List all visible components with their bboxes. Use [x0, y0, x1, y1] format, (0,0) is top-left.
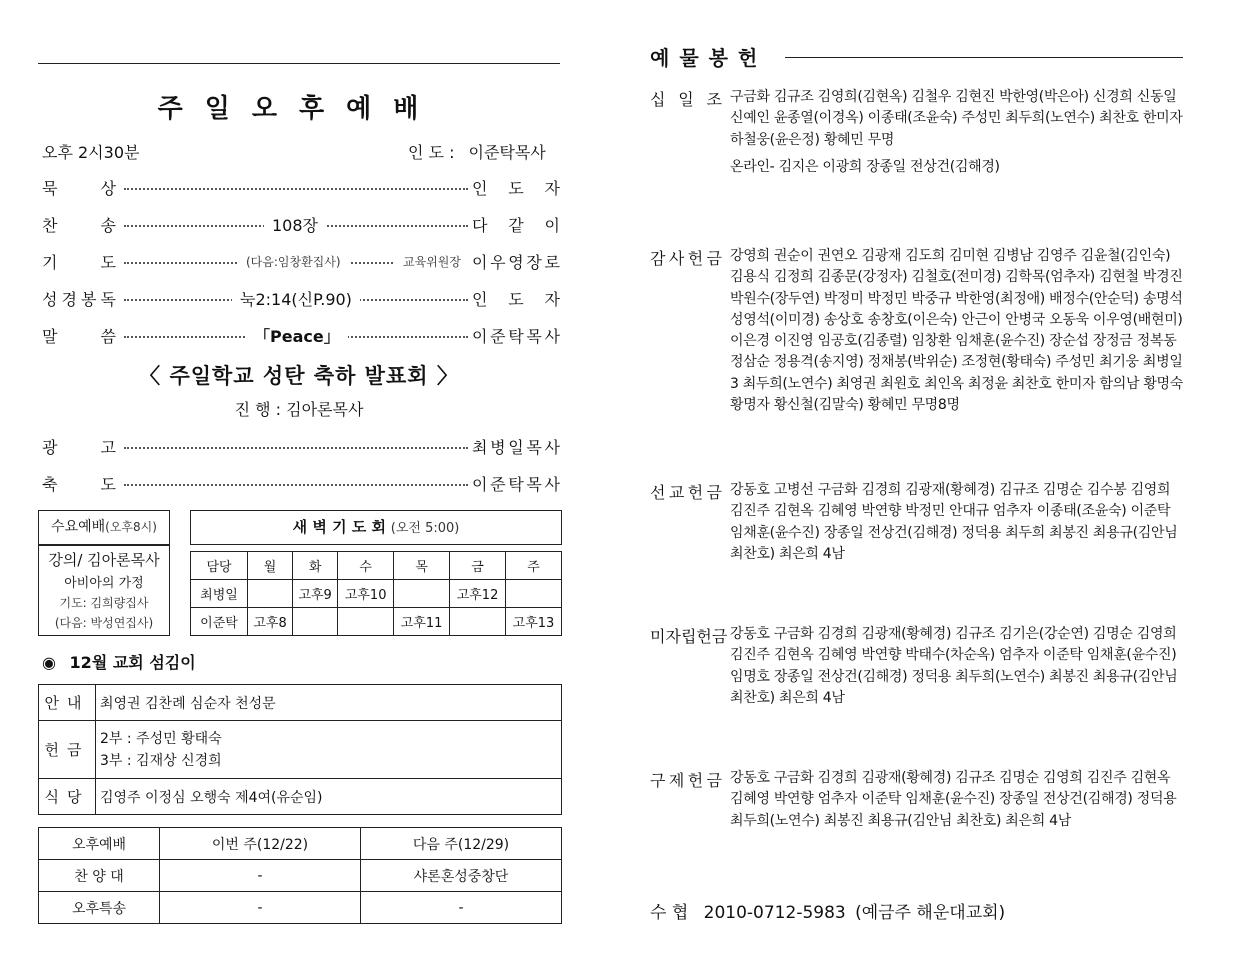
table-row	[39, 685, 562, 721]
order-row-hymn	[42, 213, 560, 237]
wednesday-info-box	[38, 545, 170, 636]
table-header: 주	[506, 552, 562, 580]
order-label: 묵 상	[42, 179, 116, 198]
order-middle: (다음:임창환집사)	[238, 253, 349, 270]
serve-table	[38, 684, 562, 815]
table-header: 화	[293, 552, 338, 580]
order-row-meditation	[42, 176, 560, 200]
table-header-row	[191, 552, 562, 580]
order-row-announcement	[42, 435, 560, 459]
bullet-icon: ◉	[42, 653, 56, 672]
bank-number: 2010-0712-5983	[703, 903, 846, 923]
table-cell	[450, 608, 506, 636]
service-time: 오후 2시30분	[42, 143, 140, 162]
mission-names: 강동호 고병선 구금화 김경희 김광재(황혜경) 김규조 김명순 김수봉 김영희 김진주 김현옥 김혜영 박연향 박정민 안대규 엄추자 이종태(조윤숙) 이준탁 임채훈(윤수진) 장종일 전상건(김해경) 정덕용 최두희 최봉진 최용규(김안님 최찬호) 최은희 4남	[730, 482, 1178, 562]
serve-label: 헌금	[39, 721, 96, 779]
table-cell: 고후12	[450, 580, 506, 608]
order-row-prayer	[42, 250, 560, 274]
mission-label: 선 교 헌 금	[650, 483, 722, 502]
serve-value: 최영권 김찬례 심순자 천성문	[96, 685, 562, 721]
order-row-scripture	[42, 287, 560, 311]
table-cell: 고후9	[293, 580, 338, 608]
table-cell: 샤론혼성중창단	[361, 860, 562, 892]
order-person: 인 도 자	[472, 287, 560, 310]
service-leader	[408, 140, 546, 163]
wednesday-prayer: 기도: 김희량집사	[59, 596, 149, 610]
serve-label: 식당	[39, 779, 96, 815]
offering-heading: 예물봉헌	[650, 46, 768, 70]
order-label: 축 도	[42, 475, 116, 494]
relief-names: 강동호 구금화 김경희 김광재(황혜경) 김규조 김명순 김영희 김진주 김현옥 김혜영 박연향 엄추자 이준탁 임채훈(윤수진) 장종일 전상건(김해경) 정덕용 최두희(노연수) 최봉진 최용규(김안님 최찬호) 최은희 4남	[730, 770, 1177, 829]
order-note: 교육위원장	[395, 253, 469, 270]
table-row	[39, 860, 562, 892]
table-cell: 오후특송	[39, 892, 160, 924]
serve-value: 김영주 이정심 오행숙 제4여(유순임)	[96, 779, 562, 815]
table-header-row	[39, 828, 562, 860]
table-cell: -	[160, 860, 361, 892]
order-middle: 108장	[264, 213, 326, 236]
dawn-table	[190, 551, 562, 636]
order-person: 이 준 탁 목 사	[472, 472, 560, 495]
tithe-names: 구금화 김규조 김영희(김현옥) 김철우 김현진 박한영(박은아) 신경희 신동일 신예인 윤종열(이경옥) 이종태(조윤숙) 주성민 최두희(노연수) 최찬호 한미자 하철웅(윤은정) 황혜민 무명	[730, 89, 1183, 148]
wednesday-time: (오후8시)	[105, 520, 157, 534]
online-names: 온라인- 김지은 이광희 장종일 전상건(김해경)	[730, 159, 1000, 175]
offering-line-2: 3부 : 김재상 신경희	[100, 752, 222, 769]
page-title: 주일오후예배	[157, 94, 441, 124]
table-row	[191, 580, 562, 608]
table-cell: 고후8	[248, 608, 293, 636]
table-cell	[506, 580, 562, 608]
table-cell: 고후13	[506, 608, 562, 636]
order-middle: 「Peace」	[246, 324, 348, 347]
table-cell: 고후10	[338, 580, 394, 608]
table-row	[39, 721, 562, 779]
table-cell: 최병일	[191, 580, 248, 608]
unreached-label: 미 자 립 헌 금	[650, 627, 728, 646]
table-cell	[248, 580, 293, 608]
table-cell	[338, 608, 394, 636]
table-cell	[293, 608, 338, 636]
top-rule	[38, 63, 560, 64]
leader-label: 인 도 :	[408, 143, 455, 162]
table-cell: 찬 양 대	[39, 860, 160, 892]
table-header: 목	[394, 552, 450, 580]
order-middle: 눅2:14(신P.90)	[232, 287, 360, 310]
table-header: 월	[248, 552, 293, 580]
order-person: 최 병 일 목 사	[472, 435, 560, 458]
serve-heading	[42, 650, 196, 673]
table-cell: 고후11	[394, 608, 450, 636]
table-header: 오후예배	[39, 828, 160, 860]
thanks-label: 감 사 헌 금	[650, 249, 722, 268]
leader-name: 이준탁목사	[468, 143, 546, 162]
wednesday-topic: 아비아의 가정	[64, 576, 144, 591]
order-person: 이 우 영 장 로	[472, 250, 560, 273]
table-header: 다음 주(12/29)	[361, 828, 562, 860]
table-cell: -	[361, 892, 562, 924]
dotted-leader	[124, 188, 468, 190]
table-header: 담당	[191, 552, 248, 580]
wednesday-lecturer: 강의/ 김아론목사	[48, 551, 160, 569]
wednesday-next: (다음: 박성연집사)	[54, 616, 154, 630]
dawn-title: 새 벽 기 도 회	[292, 518, 386, 536]
wednesday-title-box	[38, 510, 170, 545]
pm-service-table	[38, 827, 562, 924]
unreached-names: 강동호 구금화 김경희 김광재(황혜경) 김규조 김기은(강순연) 김명순 김영희 김진주 김현옥 김혜영 박연향 박태수(차순옥) 엄추자 이준탁 임채훈(윤수진) 임명호 장종일 전상건(김해경) 정덕용 최두희(노연수) 최봉진 최용규(김안님 최찬호) 최은희 4남	[730, 626, 1178, 706]
offering-line-1: 2부 : 주성민 황태숙	[100, 730, 222, 747]
order-row-sermon	[42, 324, 560, 348]
table-row	[39, 779, 562, 815]
table-cell	[394, 580, 450, 608]
dotted-leader	[124, 447, 468, 449]
table-header: 금	[450, 552, 506, 580]
wednesday-title: 수요예배	[51, 519, 106, 535]
table-row	[191, 608, 562, 636]
order-person: 인 도 자	[472, 176, 560, 199]
heading-rule	[785, 57, 1183, 58]
serve-value	[96, 721, 562, 779]
order-label: 기 도	[42, 253, 116, 272]
subtitle-leader: 진 행 : 김아론목사	[234, 400, 364, 419]
table-row	[39, 892, 562, 924]
table-header: 수	[338, 552, 394, 580]
order-person: 다 같 이	[472, 213, 560, 236]
serve-title: 12월 교회 섬김이	[69, 653, 196, 672]
order-row-benediction	[42, 472, 560, 496]
dawn-title-box	[190, 510, 562, 545]
order-label: 광 고	[42, 438, 116, 457]
order-label: 성 경 봉 독	[42, 290, 116, 309]
table-cell: -	[160, 892, 361, 924]
relief-label: 구 제 헌 금	[650, 771, 722, 790]
bank-account	[650, 898, 1005, 923]
subtitle: 〈 주일학교 성탄 축하 발표회 〉	[139, 364, 459, 388]
bank-holder: (예금주 해운대교회)	[855, 903, 1006, 923]
order-person: 이 준 탁 목 사	[472, 324, 560, 347]
dotted-leader	[124, 484, 468, 486]
table-cell: 이준탁	[191, 608, 248, 636]
table-header: 이번 주(12/22)	[160, 828, 361, 860]
serve-label: 안내	[39, 685, 96, 721]
order-label: 말 씀	[42, 327, 116, 346]
thanks-names: 강영희 권순이 권연오 김광재 김도희 김미현 김병남 김영주 김윤철(김인숙) 김용식 김정희 김종문(강정자) 김철호(전미경) 김학목(엄추자) 김현철 박경진 박원수(장두연) 박정미 박정민 박중규 박한영(최정애) 배정수(안순덕) 송명석 성영석(이미경) 송상호 송창호(이은숙) 안근이 안병국 오동욱 이우영(배현미) 이은경 이진영 임공호(김종렬) 임창환 임채훈(윤수진) 장순섭 장정금 정복동 정삼순 정용격(송지영) 정채봉(박위순) 조정현(황태숙) 주성민 최기웅 최병일3 최두희(노연수) 최영권 최원호 최인옥 최정윤 최찬호 한미자 함의남 황명숙 황명자 황신철(김말숙) 황혜민 무명8명	[730, 248, 1184, 414]
tithe-label: 십 일 조	[650, 90, 722, 109]
order-label: 찬 송	[42, 216, 116, 235]
bank-label: 수 협	[650, 903, 689, 923]
dawn-time: (오전 5:00)	[390, 521, 460, 536]
